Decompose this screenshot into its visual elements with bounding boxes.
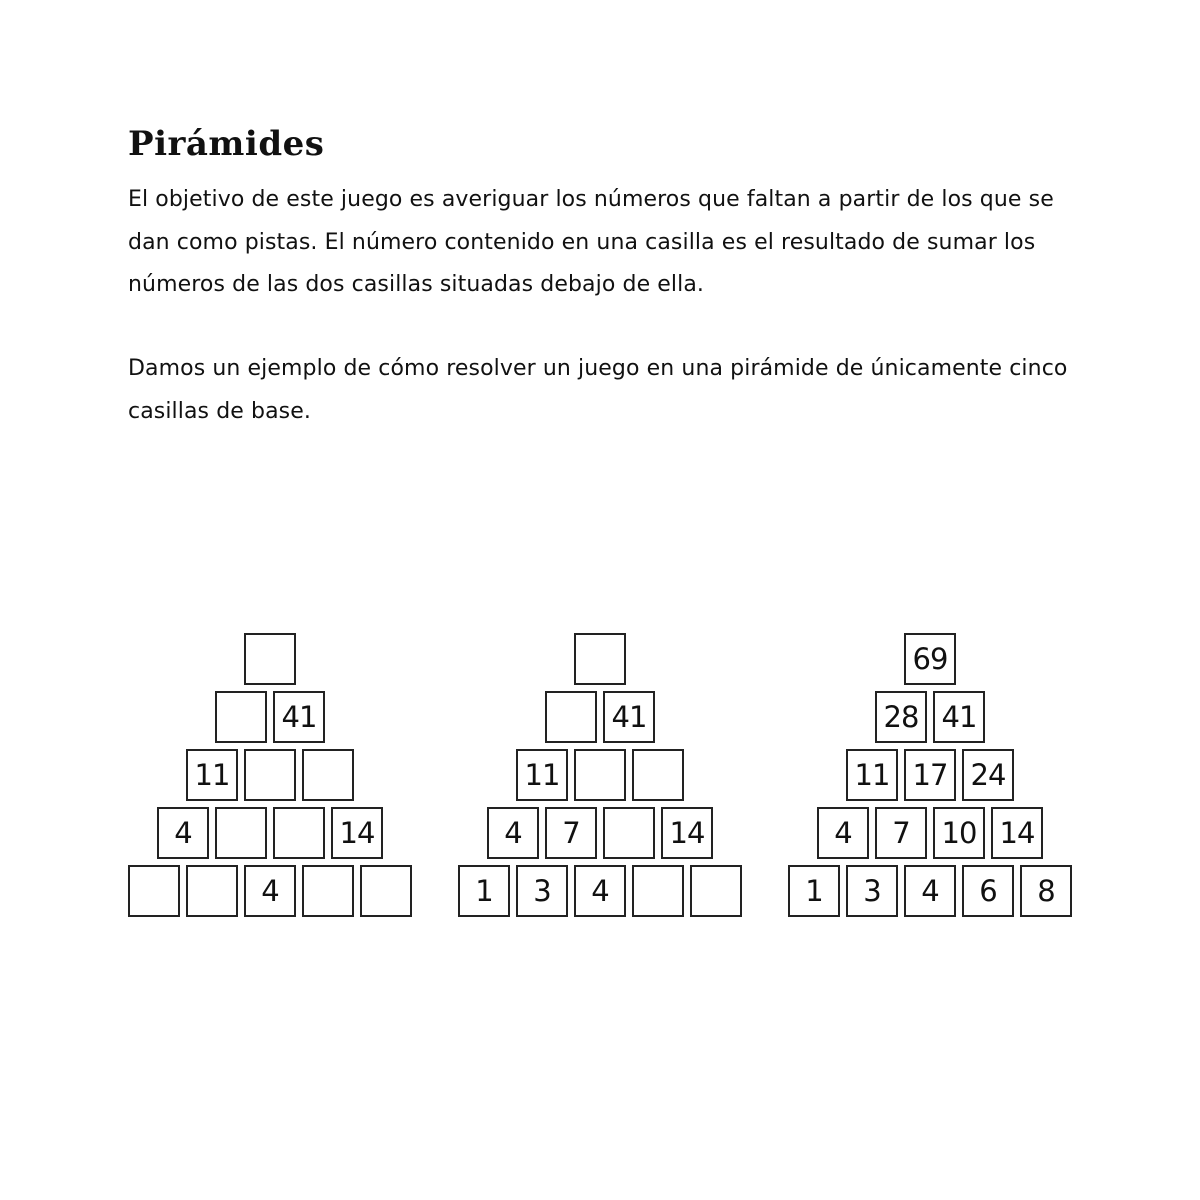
pyramid-cell: 11 xyxy=(846,749,898,801)
pyramid-cell: 11 xyxy=(186,749,238,801)
pyramid-cell xyxy=(545,691,597,743)
pyramid-cell: 14 xyxy=(991,807,1043,859)
pyramid-cell xyxy=(215,807,267,859)
pyramid-cell: 4 xyxy=(574,865,626,917)
pyramid-puzzle-initial xyxy=(128,633,412,917)
pyramid-cell xyxy=(360,865,412,917)
pyramid-cell xyxy=(690,865,742,917)
pyramid-cell xyxy=(186,865,238,917)
pyramid-cell: 4 xyxy=(904,865,956,917)
pyramid-cell xyxy=(302,749,354,801)
pyramid-cell: 14 xyxy=(661,807,713,859)
pyramid-cell xyxy=(632,749,684,801)
pyramid-cell: 1 xyxy=(788,865,840,917)
pyramid-cell xyxy=(128,865,180,917)
pyramid-cell xyxy=(215,691,267,743)
pyramid-cell xyxy=(632,865,684,917)
pyramid-cell: 17 xyxy=(904,749,956,801)
example-paragraph: Damos un ejemplo de cómo resolver un juego en una pirámide de únicamente cinco casillas de base. xyxy=(128,356,1068,424)
pyramid-cell xyxy=(273,807,325,859)
pyramid-cell xyxy=(302,865,354,917)
pyramid-cell: 8 xyxy=(1020,865,1072,917)
pyramid-cell xyxy=(574,749,626,801)
pyramid-cell: 3 xyxy=(516,865,568,917)
pyramid-cell xyxy=(574,633,626,685)
pyramid-cell xyxy=(244,749,296,801)
pyramid-cell: 4 xyxy=(244,865,296,917)
pyramid-cell: 41 xyxy=(273,691,325,743)
pyramid-cell: 11 xyxy=(516,749,568,801)
pyramid-cell: 3 xyxy=(846,865,898,917)
pyramid-cell: 4 xyxy=(487,807,539,859)
pyramid-cell: 41 xyxy=(603,691,655,743)
pyramid-cell: 14 xyxy=(331,807,383,859)
pyramid-cell xyxy=(244,633,296,685)
pyramid-cell: 10 xyxy=(933,807,985,859)
pyramid-cell: 28 xyxy=(875,691,927,743)
intro-paragraph: El objetivo de este juego es averiguar los números que faltan a partir de los que se dan como pistas. El número contenido en una casilla es el resultado de sumar los números de las dos casillas situadas debajo de ella. xyxy=(128,187,1054,297)
pyramid-cell: 7 xyxy=(545,807,597,859)
pyramid-cell: 1 xyxy=(458,865,510,917)
pyramid-cell: 4 xyxy=(157,807,209,859)
pyramid-cell: 6 xyxy=(962,865,1014,917)
pyramid-puzzle-partial xyxy=(458,633,742,917)
pyramid-cell: 41 xyxy=(933,691,985,743)
pyramid-cell: 69 xyxy=(904,633,956,685)
page-title: Pirámides xyxy=(128,124,325,164)
pyramid-puzzle-solved xyxy=(788,633,1072,917)
pyramid-cell: 4 xyxy=(817,807,869,859)
pyramid-cell xyxy=(603,807,655,859)
pyramid-cell: 24 xyxy=(962,749,1014,801)
pyramid-cell: 7 xyxy=(875,807,927,859)
